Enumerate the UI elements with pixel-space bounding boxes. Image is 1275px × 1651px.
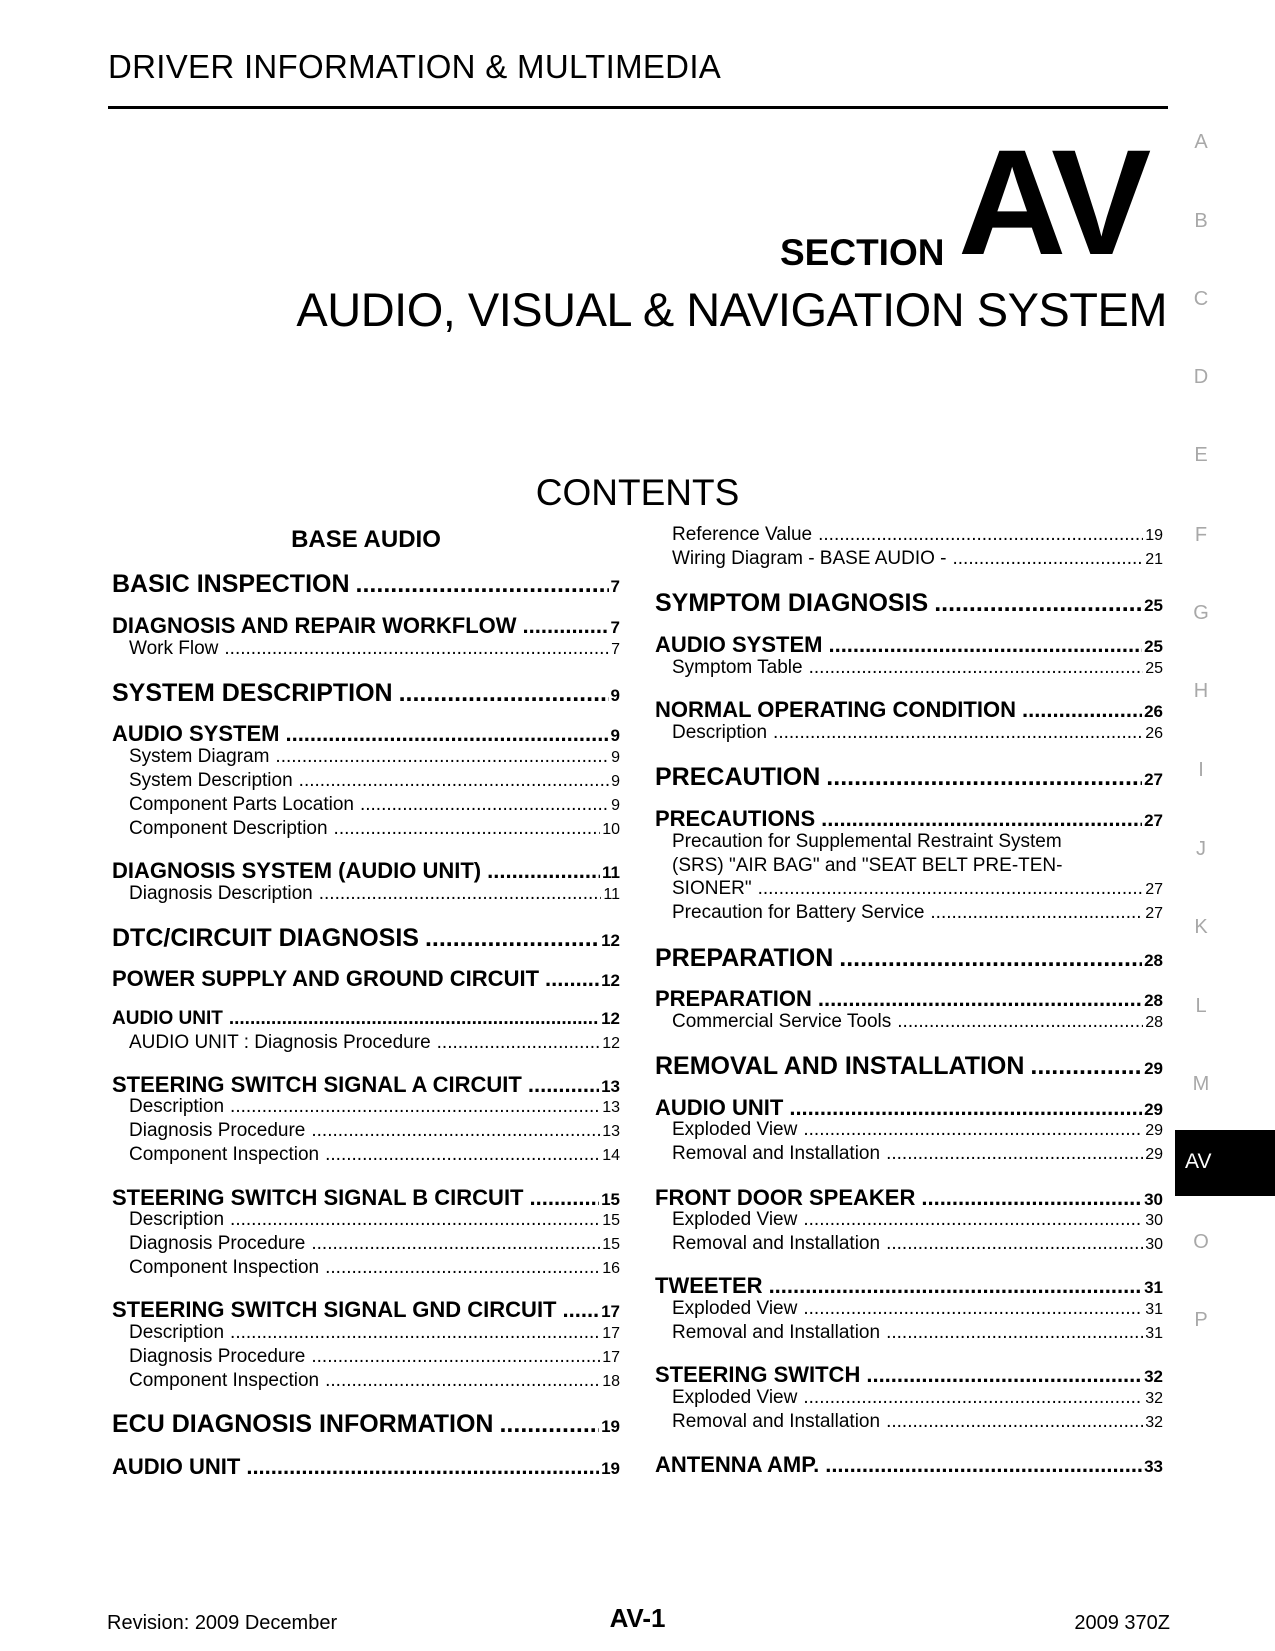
toc-entry-title: Exploded View bbox=[672, 1387, 798, 1408]
toc-entry-title: NORMAL OPERATING CONDITION bbox=[655, 697, 1016, 722]
toc-leader-dots bbox=[773, 722, 1143, 744]
toc-leader-dots bbox=[803, 1119, 1143, 1141]
toc-entry bbox=[112, 1072, 620, 1098]
toc-leader-dots bbox=[826, 763, 1142, 792]
toc-entry-title: AUDIO UNIT : Diagnosis Procedure bbox=[129, 1032, 431, 1053]
toc-entry-page: 9 bbox=[611, 797, 620, 814]
toc-entry bbox=[112, 1257, 620, 1279]
toc-entry-title: PRECAUTION bbox=[655, 763, 821, 791]
header-title: DRIVER INFORMATION & MULTIMEDIA bbox=[108, 48, 722, 85]
toc-entry bbox=[655, 524, 1163, 546]
toc-entry bbox=[655, 1362, 1163, 1388]
side-index-tab-active bbox=[1175, 1130, 1275, 1196]
toc-entry-title: AUDIO SYSTEM bbox=[655, 632, 823, 657]
toc-entry bbox=[112, 613, 620, 639]
toc-entry-title: DTC/CIRCUIT DIAGNOSIS bbox=[112, 924, 419, 952]
footer-page-number: AV-1 bbox=[609, 1603, 666, 1633]
side-index-letter: B bbox=[1194, 210, 1208, 232]
side-index-letter: F bbox=[1194, 524, 1208, 546]
toc-entry-title: Component Description bbox=[129, 818, 328, 839]
section-code: AV bbox=[958, 118, 1148, 286]
toc-leader-dots bbox=[311, 1120, 600, 1142]
toc-entry bbox=[655, 1119, 1163, 1141]
toc-leader-dots bbox=[1030, 1052, 1142, 1081]
toc-leader-dots bbox=[934, 589, 1142, 618]
toc-entry-title: Description bbox=[129, 1209, 225, 1230]
side-index-letter: E bbox=[1194, 444, 1208, 466]
toc-entry-title: STEERING SWITCH SIGNAL GND CIRCUIT bbox=[112, 1297, 557, 1322]
toc-entry-page: 19 bbox=[1145, 527, 1163, 544]
toc-entry-page: 16 bbox=[602, 1260, 620, 1277]
toc-leader-dots bbox=[545, 966, 599, 992]
toc-entry-page: 27 bbox=[1144, 811, 1163, 830]
toc-entry bbox=[112, 1120, 620, 1142]
toc-entry bbox=[655, 1209, 1163, 1231]
toc-entry-page: 13 bbox=[602, 1099, 620, 1116]
toc-entry bbox=[655, 986, 1163, 1012]
toc-entry bbox=[655, 1387, 1163, 1409]
toc-entry bbox=[655, 806, 1163, 832]
toc-entry bbox=[655, 1298, 1163, 1320]
toc-entry-title: Work Flow bbox=[129, 638, 219, 659]
toc-entry-page: 30 bbox=[1145, 1212, 1163, 1229]
toc-entry-title: AUDIO UNIT bbox=[655, 1095, 784, 1120]
side-index-active-label: AV bbox=[1185, 1150, 1212, 1173]
toc-entry-title: Component Inspection bbox=[129, 1144, 320, 1165]
toc-entry-page: 17 bbox=[601, 1302, 620, 1321]
toc-entry-page: 15 bbox=[602, 1212, 620, 1229]
toc-entry bbox=[655, 1411, 1163, 1433]
toc-entry-title: System Diagram bbox=[129, 746, 270, 767]
toc-leader-dots bbox=[285, 721, 608, 747]
toc-entry-title: Exploded View bbox=[672, 1209, 798, 1230]
side-index-letter: K bbox=[1194, 916, 1208, 938]
toc-entry bbox=[655, 1011, 1163, 1033]
toc-entry bbox=[112, 924, 620, 953]
toc-leader-dots bbox=[897, 1011, 1143, 1033]
contents-title: CONTENTS bbox=[535, 472, 740, 513]
toc-leader-dots bbox=[334, 818, 601, 840]
side-index-letter: M bbox=[1192, 1073, 1210, 1095]
toc-entry-title: Component Inspection bbox=[129, 1370, 320, 1391]
side-index-letter: D bbox=[1193, 366, 1209, 388]
toc-entry-title: Description bbox=[672, 722, 768, 743]
toc-entry-page: 28 bbox=[1144, 951, 1163, 970]
toc-entry bbox=[112, 1032, 620, 1054]
toc-leader-dots bbox=[866, 1362, 1142, 1388]
toc-entry bbox=[655, 1095, 1163, 1121]
section-title: AUDIO, VISUAL & NAVIGATION SYSTEM bbox=[296, 283, 1167, 336]
toc-entry bbox=[112, 1297, 620, 1323]
toc-entry-page: 26 bbox=[1145, 725, 1163, 742]
toc-entry bbox=[655, 763, 1163, 792]
toc-leader-dots bbox=[828, 632, 1142, 658]
toc-entry bbox=[655, 1322, 1163, 1344]
toc-entry bbox=[655, 548, 1163, 570]
toc-entry bbox=[655, 1273, 1163, 1299]
toc-entry bbox=[112, 1185, 620, 1211]
section-label: SECTION bbox=[780, 232, 945, 273]
toc-leader-dots bbox=[821, 806, 1142, 832]
toc-entry bbox=[112, 746, 620, 768]
side-index-letter: C bbox=[1193, 288, 1209, 310]
toc-leader-dots bbox=[886, 1233, 1143, 1255]
toc-entry-page: 12 bbox=[601, 1009, 620, 1028]
toc-entry-title: ECU DIAGNOSIS INFORMATION bbox=[112, 1410, 494, 1438]
toc-leader-dots bbox=[246, 1454, 599, 1480]
toc-leader-dots bbox=[230, 1096, 600, 1118]
toc-entry-title: Diagnosis Procedure bbox=[129, 1233, 306, 1254]
header-rule bbox=[108, 106, 1168, 109]
toc-entry bbox=[112, 1370, 620, 1392]
toc-entry-title: REMOVAL AND INSTALLATION bbox=[655, 1052, 1025, 1080]
toc-entry-title: Removal and Installation bbox=[672, 1322, 881, 1343]
side-index-letter: G bbox=[1193, 602, 1209, 624]
toc-entry-page: 31 bbox=[1145, 1301, 1163, 1318]
toc-entry-page: 25 bbox=[1144, 637, 1163, 656]
toc-entry-page: 10 bbox=[602, 821, 620, 838]
toc-entry-page: 21 bbox=[1145, 551, 1163, 568]
toc-entry-page: 32 bbox=[1145, 1390, 1163, 1407]
toc-leader-dots bbox=[224, 638, 609, 660]
toc-entry-page: 29 bbox=[1145, 1146, 1163, 1163]
toc-entry-page: 13 bbox=[602, 1123, 620, 1140]
toc-entry bbox=[112, 1008, 620, 1030]
toc-entry-page: 9 bbox=[611, 749, 620, 766]
toc-entry bbox=[655, 855, 1163, 877]
toc-leader-dots bbox=[818, 986, 1142, 1012]
toc-entry bbox=[655, 1185, 1163, 1211]
toc-entry-title: Exploded View bbox=[672, 1119, 798, 1140]
toc-leader-dots bbox=[325, 1370, 600, 1392]
toc-entry-page: 17 bbox=[602, 1349, 620, 1366]
toc-entry-page: 17 bbox=[602, 1325, 620, 1342]
toc-entry-title: Commercial Service Tools bbox=[672, 1011, 892, 1032]
toc-entry-page: 30 bbox=[1145, 1236, 1163, 1253]
toc-leader-dots bbox=[425, 924, 599, 953]
toc-entry-page: 19 bbox=[601, 1459, 620, 1478]
toc-entry bbox=[112, 1322, 620, 1344]
toc-entry bbox=[112, 1454, 620, 1480]
toc-leader-dots bbox=[769, 1273, 1143, 1299]
toc-leader-dots bbox=[311, 1233, 600, 1255]
toc-leader-dots bbox=[530, 1185, 600, 1211]
toc-entry-page: 30 bbox=[1144, 1190, 1163, 1209]
toc-entry-page: 12 bbox=[602, 1035, 620, 1052]
toc-entry-page: 7 bbox=[610, 577, 620, 596]
toc-entry-title: Removal and Installation bbox=[672, 1143, 881, 1164]
toc-entry-page: 7 bbox=[611, 641, 620, 658]
toc-leader-dots bbox=[809, 657, 1144, 679]
toc-entry-page: 12 bbox=[601, 971, 620, 990]
toc-entry-title: STEERING SWITCH bbox=[655, 1362, 861, 1387]
toc-entry bbox=[655, 1143, 1163, 1165]
side-index-letter: O bbox=[1193, 1231, 1209, 1253]
toc-entry-title: TWEETER bbox=[655, 1273, 763, 1298]
toc-entry-page: 13 bbox=[601, 1077, 620, 1096]
toc-entry bbox=[112, 818, 620, 840]
toc-leader-dots bbox=[319, 883, 602, 905]
toc-entry-title: Reference Value bbox=[672, 524, 813, 545]
toc-entry bbox=[112, 1096, 620, 1118]
toc-entry-title: SIONER" bbox=[672, 878, 752, 899]
toc-leader-dots bbox=[563, 1297, 600, 1323]
toc-leader-dots bbox=[803, 1387, 1143, 1409]
toc-entry-title: Symptom Table bbox=[672, 657, 803, 678]
toc-leader-dots bbox=[230, 1322, 600, 1344]
side-index-letter: J bbox=[1196, 838, 1206, 860]
toc-entry bbox=[655, 697, 1163, 723]
toc-entry-page: 33 bbox=[1144, 1457, 1163, 1476]
toc-leader-dots bbox=[1022, 697, 1142, 723]
toc-entry-page: 9 bbox=[611, 773, 620, 790]
toc-leader-dots bbox=[825, 1452, 1142, 1478]
toc-entry-page: 31 bbox=[1145, 1325, 1163, 1342]
toc-entry-page: 28 bbox=[1144, 991, 1163, 1010]
toc-entry-title: Precaution for Supplemental Restraint System bbox=[672, 831, 1062, 852]
toc-entry bbox=[112, 679, 620, 708]
toc-entry bbox=[112, 638, 620, 660]
toc-leader-dots bbox=[930, 902, 1143, 924]
toc-leader-dots bbox=[299, 770, 609, 792]
toc-leader-dots bbox=[839, 944, 1142, 973]
toc-entry bbox=[112, 1346, 620, 1368]
side-index bbox=[1175, 0, 1275, 1651]
toc-entry bbox=[112, 1144, 620, 1166]
toc-entry bbox=[655, 878, 1163, 900]
footer-revision: Revision: 2009 December bbox=[107, 1612, 338, 1634]
toc-leader-dots bbox=[499, 1410, 599, 1439]
toc-entry-title: AUDIO UNIT bbox=[112, 1454, 241, 1479]
toc-entry bbox=[112, 526, 620, 554]
toc-entry-title: Removal and Installation bbox=[672, 1411, 881, 1432]
toc-entry-title: SYMPTOM DIAGNOSIS bbox=[655, 589, 929, 617]
toc-entry-title: AUDIO SYSTEM bbox=[112, 721, 280, 746]
toc-entry bbox=[655, 831, 1163, 853]
toc-leader-dots bbox=[399, 679, 609, 708]
toc-entry-page: 11 bbox=[603, 886, 620, 903]
side-index-letter: P bbox=[1194, 1309, 1208, 1331]
toc-entry bbox=[112, 966, 620, 992]
toc-leader-dots bbox=[356, 570, 609, 599]
side-index-letter: H bbox=[1193, 680, 1209, 702]
toc-leader-dots bbox=[803, 1298, 1143, 1320]
toc-entry bbox=[655, 1052, 1163, 1081]
toc-entry-title: SYSTEM DESCRIPTION bbox=[112, 679, 393, 707]
toc-leader-dots bbox=[803, 1209, 1143, 1231]
toc-entry-page: 15 bbox=[601, 1190, 620, 1209]
toc-entry-page: 18 bbox=[602, 1373, 620, 1390]
side-index-letter: L bbox=[1195, 995, 1207, 1017]
toc-entry-page: 32 bbox=[1145, 1414, 1163, 1431]
toc-entry-title: PREPARATION bbox=[655, 944, 834, 972]
toc-entry bbox=[112, 1209, 620, 1231]
toc-leader-dots bbox=[523, 613, 609, 639]
toc-entry bbox=[655, 722, 1163, 744]
toc-entry-title: DIAGNOSIS AND REPAIR WORKFLOW bbox=[112, 613, 517, 638]
toc-entry bbox=[112, 883, 620, 905]
toc-entry-page: 12 bbox=[601, 931, 620, 950]
side-index-letter: A bbox=[1194, 131, 1208, 153]
toc-entry-page: 29 bbox=[1144, 1059, 1163, 1078]
toc-entry-title: PRECAUTIONS bbox=[655, 806, 816, 831]
toc-leader-dots bbox=[886, 1411, 1143, 1433]
toc-entry-title: AUDIO UNIT bbox=[112, 1008, 223, 1029]
toc-entry-page: 7 bbox=[610, 618, 620, 637]
toc-entry-title: (SRS) "AIR BAG" and "SEAT BELT PRE-TEN- bbox=[672, 855, 1063, 876]
toc-entry bbox=[112, 570, 620, 599]
toc-leader-dots bbox=[437, 1032, 601, 1054]
toc-entry-page: 27 bbox=[1144, 770, 1163, 789]
toc-leader-dots bbox=[921, 1185, 1142, 1211]
toc-entry bbox=[655, 944, 1163, 973]
toc-entry bbox=[112, 858, 620, 884]
toc-entry-title: Description bbox=[129, 1322, 225, 1343]
toc-entry-page: 27 bbox=[1145, 881, 1163, 898]
toc-leader-dots bbox=[758, 878, 1144, 900]
toc-entry-title: System Description bbox=[129, 770, 293, 791]
toc-entry-title: Removal and Installation bbox=[672, 1233, 881, 1254]
toc-entry-page: 25 bbox=[1145, 660, 1163, 677]
toc-entry bbox=[655, 589, 1163, 618]
toc-entry-title: STEERING SWITCH SIGNAL A CIRCUIT bbox=[112, 1072, 522, 1097]
toc-entry-page: 29 bbox=[1145, 1122, 1163, 1139]
toc-entry-page: 26 bbox=[1144, 702, 1163, 721]
toc-entry bbox=[112, 1410, 620, 1439]
toc-leader-dots bbox=[311, 1346, 600, 1368]
toc-entry-title: Diagnosis Description bbox=[129, 883, 313, 904]
toc-entry-title: Diagnosis Procedure bbox=[129, 1120, 306, 1141]
toc-leader-dots bbox=[528, 1072, 599, 1098]
toc-entry-title: STEERING SWITCH SIGNAL B CIRCUIT bbox=[112, 1185, 524, 1210]
toc-entry-title: Component Parts Location bbox=[129, 794, 354, 815]
toc-entry-page: 25 bbox=[1144, 596, 1163, 615]
toc-leader-dots bbox=[325, 1257, 600, 1279]
toc-entry-title: BASIC INSPECTION bbox=[112, 570, 350, 598]
toc-leader-dots bbox=[360, 794, 609, 816]
toc-entry-title: Precaution for Battery Service bbox=[672, 902, 925, 923]
toc-entry bbox=[112, 1233, 620, 1255]
toc-leader-dots bbox=[230, 1209, 600, 1231]
toc-leader-dots bbox=[275, 746, 609, 768]
toc-entry bbox=[655, 902, 1163, 924]
toc-entry-title: POWER SUPPLY AND GROUND CIRCUIT bbox=[112, 966, 540, 991]
toc-entry bbox=[655, 1452, 1163, 1478]
toc-entry-page: 29 bbox=[1144, 1100, 1163, 1119]
toc-entry bbox=[655, 1233, 1163, 1255]
toc-entry-page: 27 bbox=[1145, 905, 1163, 922]
toc-entry-page: 32 bbox=[1144, 1367, 1163, 1386]
toc-entry-page: 19 bbox=[601, 1417, 620, 1436]
toc-leader-dots bbox=[818, 524, 1143, 546]
toc-leader-dots bbox=[229, 1008, 599, 1030]
toc-entry bbox=[112, 770, 620, 792]
toc-leader-dots bbox=[789, 1095, 1142, 1121]
toc-entry-title: Exploded View bbox=[672, 1298, 798, 1319]
toc-entry-title: Component Inspection bbox=[129, 1257, 320, 1278]
toc-entry-title: PREPARATION bbox=[655, 986, 812, 1011]
side-index-letter: I bbox=[1198, 759, 1204, 781]
toc-entry-page: 14 bbox=[602, 1147, 620, 1164]
toc-entry-title: FRONT DOOR SPEAKER bbox=[655, 1185, 916, 1210]
toc-entry-title: ANTENNA AMP. bbox=[655, 1452, 820, 1477]
toc-entry-title: BASE AUDIO bbox=[291, 526, 441, 553]
toc-leader-dots bbox=[886, 1143, 1143, 1165]
footer-model: 2009 370Z bbox=[1074, 1612, 1170, 1634]
toc-entry bbox=[112, 721, 620, 747]
toc-entry bbox=[655, 657, 1163, 679]
toc-entry-page: 15 bbox=[602, 1236, 620, 1253]
toc-entry-page: 9 bbox=[610, 726, 620, 745]
toc-entry bbox=[112, 794, 620, 816]
toc-entry-page: 9 bbox=[610, 686, 620, 705]
toc-entry-title: DIAGNOSIS SYSTEM (AUDIO UNIT) bbox=[112, 858, 482, 883]
toc-entry-page: 28 bbox=[1145, 1014, 1163, 1031]
toc-leader-dots bbox=[325, 1144, 600, 1166]
toc-entry-title: Diagnosis Procedure bbox=[129, 1346, 306, 1367]
toc-entry-page: 11 bbox=[602, 863, 620, 882]
toc-leader-dots bbox=[886, 1322, 1143, 1344]
toc-entry-title: Description bbox=[129, 1096, 225, 1117]
toc-entry-page: 31 bbox=[1144, 1278, 1163, 1297]
toc-leader-dots bbox=[953, 548, 1144, 570]
toc-entry-title: Wiring Diagram - BASE AUDIO - bbox=[672, 548, 947, 569]
toc-leader-dots bbox=[487, 858, 600, 884]
toc-entry bbox=[655, 632, 1163, 658]
